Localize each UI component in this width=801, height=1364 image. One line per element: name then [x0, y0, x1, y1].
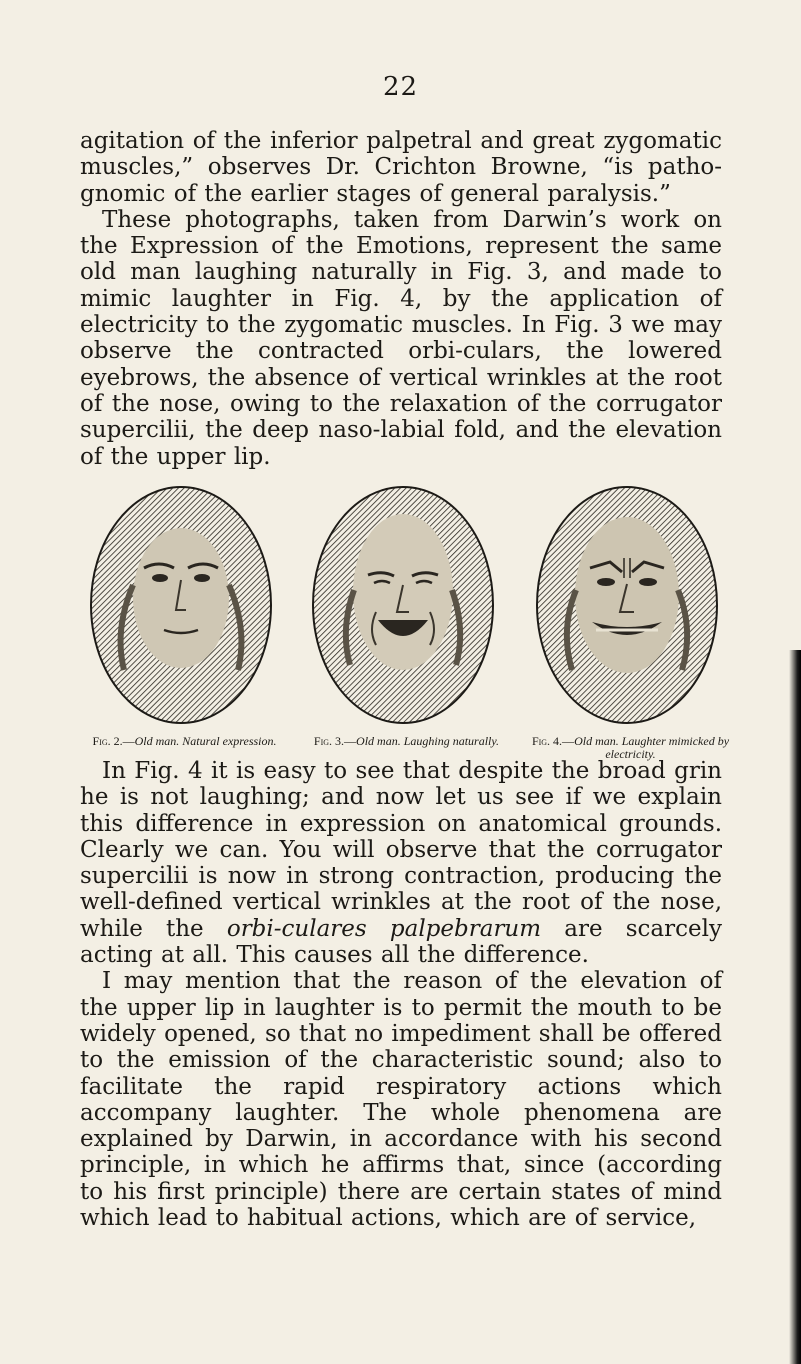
paragraph-block-2 — [80, 758, 722, 1231]
figure-3 — [294, 480, 509, 755]
portrait-natural-expression-image — [84, 480, 279, 730]
figure-4-description: Old man. Laughter mimicked by electricity. — [574, 734, 730, 761]
paragraph-4: I may mention that the reason of the elevation of the upper lip in laughter is to permit the mouth to be widely opened, so that no impediment shall be offered to the emission of the characteristic sound; also to facilitate the rapid respiratory actions which accompany laughter. The whole phenomena are explained by Darwin, in accordance with his second principle, in which he affirms that, since (according to his first principle) there are certain states of mind which lead to habitual actions, which are of service, — [80, 968, 722, 1232]
figure-3-description: Old man. Laughing naturally. — [356, 734, 500, 748]
paragraph-2-text: These photographs, taken from Darwin’s work on the Expression of the Emotions, represent the same old man laughing naturally in Fig. 3, and made to mimic laughter in Fig. 4, by the application of electricity to the zygomatic muscles. In Fig. 3 we may observe the contracted orbi-culars, the lowered eyebrows, the absence of vertical wrinkles at the root of the nose, owing to the relaxation of the corrugator supercilii, the deep naso-labial fold, and the elevation of the upper lip. — [80, 206, 722, 470]
portrait-laughing-naturally-image — [306, 480, 501, 730]
figure-2-number: Fig. 2.— — [92, 734, 135, 748]
figure-row — [72, 480, 737, 761]
paragraph-3-text-a: In Fig. 4 it is easy to see that despite the broad grin he is not laughing; and now let us see if we explain this difference in expression on anatomical grounds. Clearly we can. You will observe that the corrugator supercilii is now in strong contraction, producing the well-defined vertical wrinkles at the root of the nose, while the — [80, 758, 722, 942]
portrait-laughter-mimicked-image — [530, 480, 725, 730]
figure-3-number: Fig. 3.— — [313, 734, 357, 748]
figure-3-caption — [294, 735, 519, 748]
paragraph-3-text-b: are scarcely acting at all. This causes all the difference. — [80, 915, 722, 969]
page-number: 22 — [382, 72, 419, 102]
paragraph-1 — [80, 128, 722, 470]
figure-4 — [518, 480, 733, 761]
page-edge-shadow — [789, 650, 801, 1364]
figure-4-number: Fig. 4.— — [531, 734, 575, 748]
figure-2-description: Old man. Natural expression. — [134, 734, 277, 748]
paragraph-3 — [80, 758, 722, 968]
figure-2-caption — [72, 735, 297, 748]
paragraph-3-italic: orbi-culares palpebrarum — [226, 915, 542, 942]
figure-2 — [72, 480, 287, 755]
paragraph-1-text: agitation of the inferior palpetral and great zygomatic muscles,” observes Dr. Crichton Browne, “is patho-gnomic of the earlier stages of general paralysis.” — [80, 128, 722, 207]
